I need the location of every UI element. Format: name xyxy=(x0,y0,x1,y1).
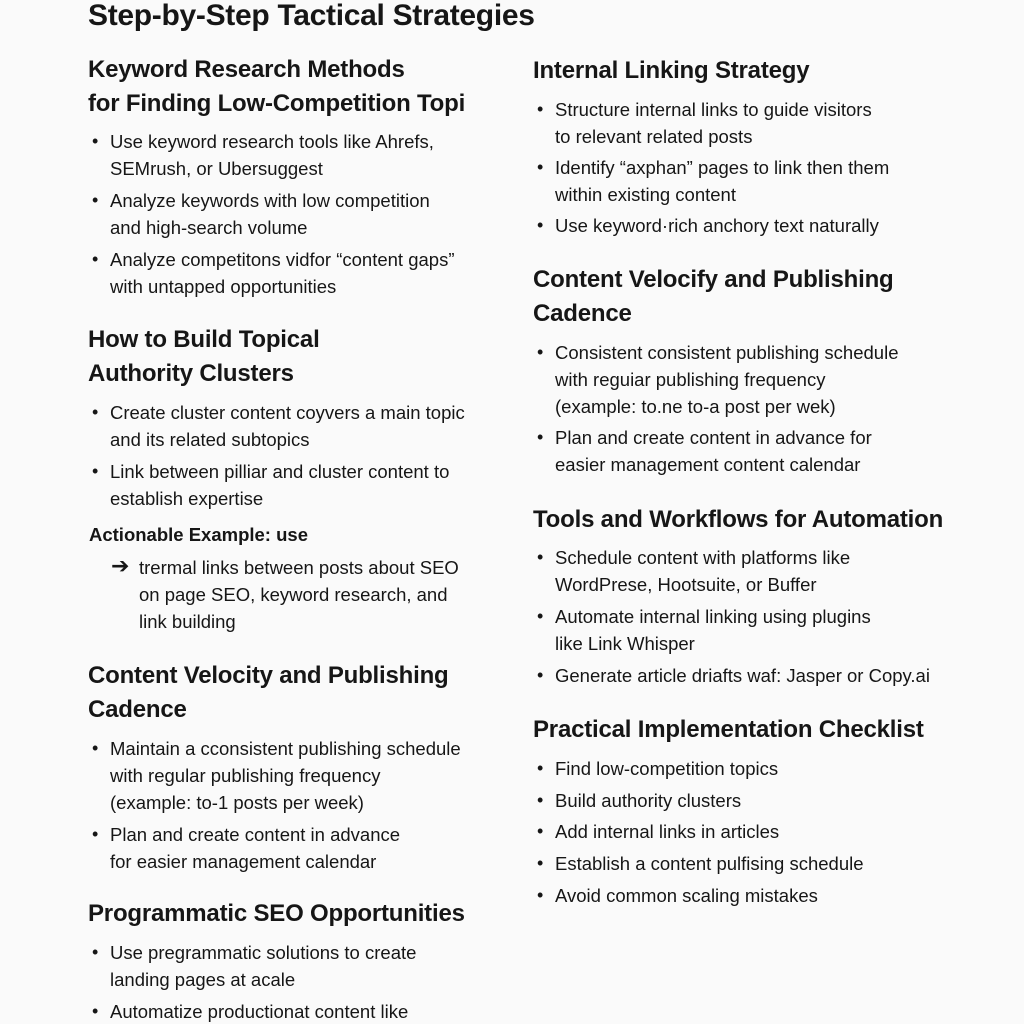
list-item: • Link between pilliar and cluster content to establish expertise xyxy=(92,461,450,509)
list-item: • Schedule content with platforms like WordPrese, Hootsuite, or Buffer xyxy=(537,547,851,595)
section-heading-internal-linking: Internal Linking Strategy xyxy=(533,57,810,84)
checklist-item: • Establish a content pulfising schedule xyxy=(537,853,864,874)
section-heading-tools-workflows: Tools and Workflows for Automation xyxy=(533,506,944,533)
list-item: • Use keyword·rich anchory text naturally xyxy=(537,215,879,236)
list-item: • Consistent consistent publishing schedule with reguiar publishing frequency (example: to.ne to-a post per wek) xyxy=(537,342,899,417)
list-item: • Identify “axphan” pages to link then them within existing content xyxy=(537,157,890,205)
list-item: • Analyze keywords with low competition and high-search volume xyxy=(92,190,430,238)
list-item: • Automatize productionat content like xyxy=(92,1001,409,1022)
example-label: Actionable Example: use xyxy=(89,524,308,545)
checklist-item: • Avoid common scaling mistakes xyxy=(537,885,818,906)
list-item: • Use keyword research tools like Ahrefs, SEMrush, or Ubersuggest xyxy=(92,131,434,179)
list-item: • Plan and create content in advance for easier management content calendar xyxy=(537,427,872,475)
section-heading-topical-authority: How to Build Topical Authority Clusters xyxy=(88,326,320,387)
list-item: • Create cluster content coyvers a main topic and its related subtopics xyxy=(92,402,465,450)
list-item: • Structure internal links to guide visitors to relevant related posts xyxy=(537,99,872,147)
list-item: • Generate article driafts waf: Jasper or Copy.ai xyxy=(537,665,930,686)
checklist-item: • Find low-competition topics xyxy=(537,758,779,779)
section-heading-programmatic-seo: Programmatic SEO Opportunities xyxy=(88,900,465,927)
list-item: • Use pregrammatic solutions to create landing pages at acale xyxy=(92,942,417,990)
checklist-item: • Build authority clusters xyxy=(537,790,742,811)
arrow-right-icon: ➔ xyxy=(111,553,130,578)
list-item: • Plan and create content in advance for easier management calendar xyxy=(92,824,401,872)
section-heading-implementation-checklist: Practical Implementation Checklist xyxy=(533,716,924,743)
page-title: Step-by-Step Tactical Strategies xyxy=(88,0,535,32)
checklist-item: • Add internal links in articles xyxy=(537,821,780,842)
example-item: ➔ trermal links between posts about SEO on page SEO, keyword research, and link building xyxy=(111,553,459,632)
list-item: • Automate internal linking using plugins like Link Whisper xyxy=(537,606,871,654)
list-item: • Analyze competitons vidfor “content gaps” with untapped opportunities xyxy=(92,249,455,297)
list-item: • Maintain a cconsistent publishing schedule with regular publishing frequency (example: to-1 posts per week) xyxy=(92,738,461,813)
section-heading-content-velocify: Content Velocify and Publishing Cadence xyxy=(533,266,894,327)
section-heading-keyword-research: Keyword Research Methods for Finding Low-Competition Topi xyxy=(88,56,466,117)
section-heading-content-velocity: Content Velocity and Publishing Cadence xyxy=(88,662,449,723)
